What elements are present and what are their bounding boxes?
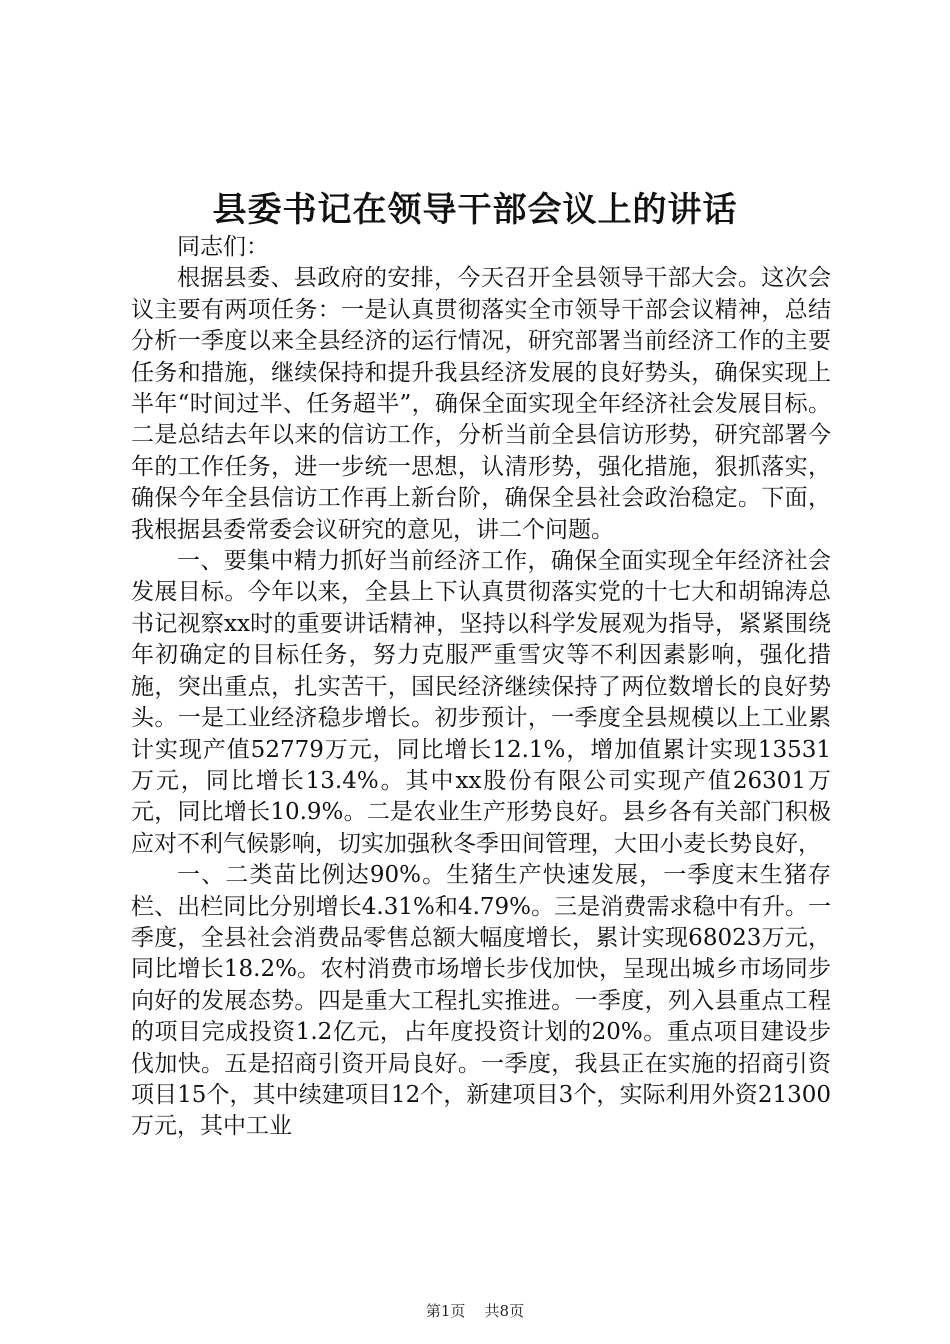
footer-spacer [470,1302,480,1320]
paragraph-2: 一、要集中精力抓好当前经济工作，确保全面实现全年经济社会发展目标。今年以来，全县上下认真贯彻落实党的十七大和胡锦涛总书记视察xx时的重要讲话精神，坚持以科学发展观为指导，紧紧围绕年初确定的目标任务，努力克服严重雪灾等不利因素影响，强化措施，突出重点，扎实苦干，国民经济继续保持了两位数增长的良好势头。一是工业经济稳步增长。初步预计，一季度全县规模以上工业累计实现产值52779万元，同比增长12.1%，增加值累计实现13531万元，同比增长13.4%。其中xx股份有限公司实现产值26301万元，同比增长10.9%。二是农业生产形势良好。县乡各有关部门积极应对不利气候影响，切实加强秋冬季田间管理，大田小麦长势良好， [131,548,831,857]
document-body [131,232,831,1143]
paragraph-1: 根据县委、县政府的安排，今天召开全县领导干部大会。这次会议主要有两项任务：一是认真贯彻落实全市领导干部会议精神，总结分析一季度以来全县经济的运行情况，研究部署当前经济工作的主要任务和措施，继续保持和提升我县经济发展的良好势头，确保实现上半年“时间过半、任务超半”，确保全面实现全年经济社会发展目标。二是总结去年以来的信访工作，分析当前全县信访形势，研究部署今年的工作任务，进一步统一思想，认清形势，强化措施，狠抓落实，确保今年全县信访工作再上新台阶，确保全县社会政治稳定。下面，我根据县委常委会议研究的意见，讲二个问题。 [131,265,831,543]
paragraph-3: 一、二类苗比例达90%。生猪生产快速发展，一季度末生猪存栏、出栏同比分别增长4.31%和4.79%。三是消费需求稳中有升。一季度，全县社会消费品零售总额大幅度增长，累计实现68023万元，同比增长18.2%。农村消费市场增长步伐加快，呈现出城乡市场同步向好的发展态势。四是重大工程扎实推进。一季度，列入县重点工程的项目完成投资1.2亿元，占年度投资计划的20%。重点项目建设步伐加快。五是招商引资开局良好。一季度，我县正在实施的招商引资项目15个，其中续建项目12个，新建项目3个，实际利用外资21300万元，其中工业 [131,862,831,1140]
page-number: 第1页 [425,1302,466,1320]
document-title: 县委书记在领导干部会议上的讲话 [212,190,738,230]
page-footer [0,1301,950,1321]
page-total: 共8页 [484,1302,525,1320]
salutation: 同志们： [177,234,269,260]
